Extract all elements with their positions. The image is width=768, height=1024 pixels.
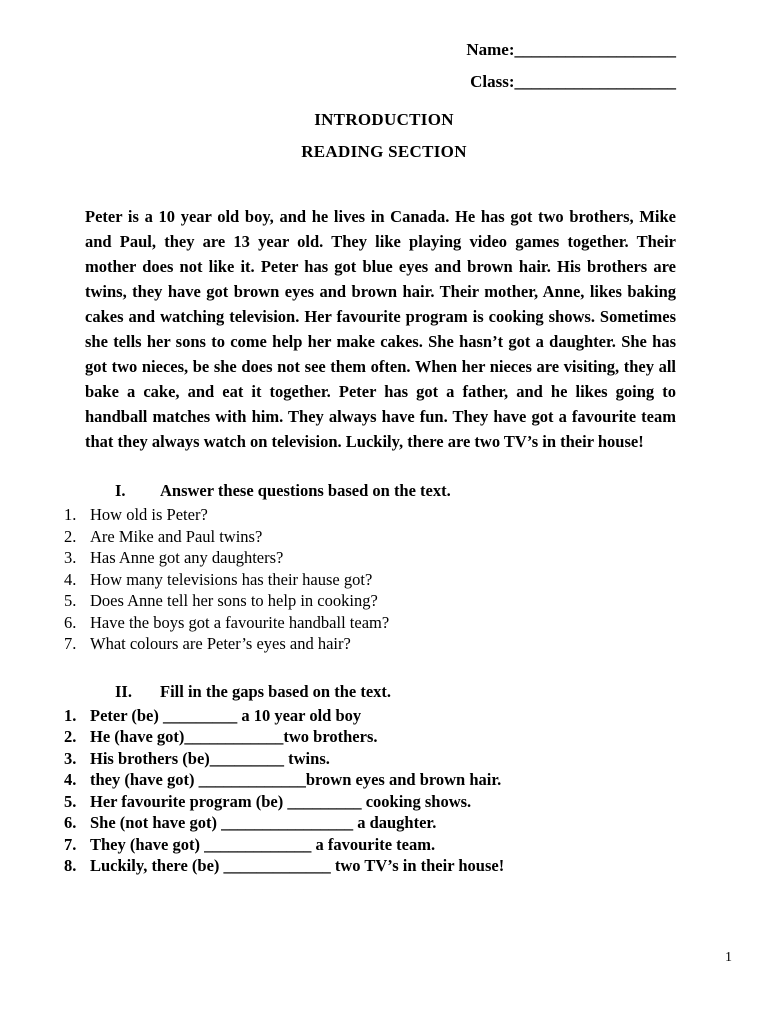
item-text: He (have got)____________two brothers. xyxy=(90,727,378,746)
page-number: 1 xyxy=(725,950,732,965)
gap-item xyxy=(64,855,676,877)
item-text: His brothers (be)_________ twins. xyxy=(90,748,330,768)
class-blank-line: ___________________ xyxy=(514,72,676,91)
item-number: 7. xyxy=(64,634,77,653)
section1-heading xyxy=(115,480,768,502)
question-item xyxy=(64,526,676,548)
item-text: Are Mike and Paul twins? xyxy=(90,526,263,546)
question-item xyxy=(64,547,676,569)
item-text: They (have got) _____________ a favourite team. xyxy=(90,834,436,854)
item-number: 4. xyxy=(64,770,77,789)
item-number: 4. xyxy=(64,569,77,589)
section2-heading xyxy=(115,681,768,703)
name-label: Name: xyxy=(466,40,515,59)
item-text: What colours are Peter’s eyes and hair? xyxy=(90,634,351,653)
section1-heading-text: Answer these questions based on the text. xyxy=(160,481,451,500)
reading-passage: Peter is a 10 year old boy, and he lives in Canada. He has got two brothers, Mike and Paul, they are 13 year old. They like playing video games together. Their mother does not like it. Peter has got blue eyes and brown hair. His brothers are twins, they have got brown eyes and brown hair. Their mother, Anne, likes baking cakes and watching television. Her favourite program is cooking shows. Sometimes she tells her sons to come help her make cakes. She hasn’t got a daughter. She has got two nieces, be she does not see them often. When her nieces are visiting, they all bake a cake, and eat it together. Peter has got a father, and he likes going to handball matches with him. They always have fun. They have got a favourite team that they always watch on television. Luckily, there are two TV’s in their house! xyxy=(85,207,676,451)
question-item xyxy=(64,590,676,612)
item-number: 1. xyxy=(64,505,77,524)
section2-heading-text: Fill in the gaps based on the text. xyxy=(160,681,392,701)
gap-item xyxy=(64,834,676,856)
item-number: 7. xyxy=(64,834,77,854)
title-introduction: INTRODUCTION xyxy=(314,110,454,129)
section2-gap-list xyxy=(0,705,768,877)
item-number: 2. xyxy=(64,526,77,546)
item-text: Luckily, there (be) _____________ two TV’s in their house! xyxy=(90,856,505,875)
item-number: 3. xyxy=(64,548,77,567)
item-number: 3. xyxy=(64,748,77,768)
section2-numeral: II. xyxy=(115,681,132,701)
item-number: 2. xyxy=(64,727,77,746)
item-text: How many televisions has their hause got? xyxy=(90,569,373,589)
item-text: Has Anne got any daughters? xyxy=(90,548,284,567)
gap-item xyxy=(64,748,676,770)
item-number: 5. xyxy=(64,791,77,811)
item-number: 1. xyxy=(64,705,77,725)
item-number: 5. xyxy=(64,591,77,610)
class-label: Class: xyxy=(470,72,515,91)
item-text: Peter (be) _________ a 10 year old boy xyxy=(90,705,362,725)
gap-item xyxy=(64,726,676,748)
section1-numeral: I. xyxy=(115,481,126,500)
gap-item xyxy=(64,705,676,727)
question-item xyxy=(64,633,676,655)
question-item xyxy=(64,504,676,526)
item-text: Her favourite program (be) _________ cooking shows. xyxy=(90,791,472,811)
name-blank-line: ___________________ xyxy=(514,40,676,59)
header-fields xyxy=(0,34,768,98)
gap-item xyxy=(64,769,676,791)
question-item xyxy=(64,569,676,591)
class-field xyxy=(0,66,676,98)
item-text: Have the boys got a favourite handball team? xyxy=(90,612,390,632)
gap-item xyxy=(64,812,676,834)
item-text: Does Anne tell her sons to help in cooking? xyxy=(90,591,378,610)
document-titles xyxy=(0,104,768,168)
name-field xyxy=(0,34,676,66)
section1-question-list xyxy=(0,504,768,655)
item-text: How old is Peter? xyxy=(90,505,208,524)
title-reading-section: READING SECTION xyxy=(301,142,467,161)
gap-item xyxy=(64,791,676,813)
item-text: She (not have got) ________________ a daughter. xyxy=(90,813,437,832)
question-item xyxy=(64,612,676,634)
item-number: 6. xyxy=(64,813,77,832)
item-number: 8. xyxy=(64,856,77,875)
item-text: they (have got) _____________brown eyes and brown hair. xyxy=(90,770,502,789)
item-number: 6. xyxy=(64,612,77,632)
